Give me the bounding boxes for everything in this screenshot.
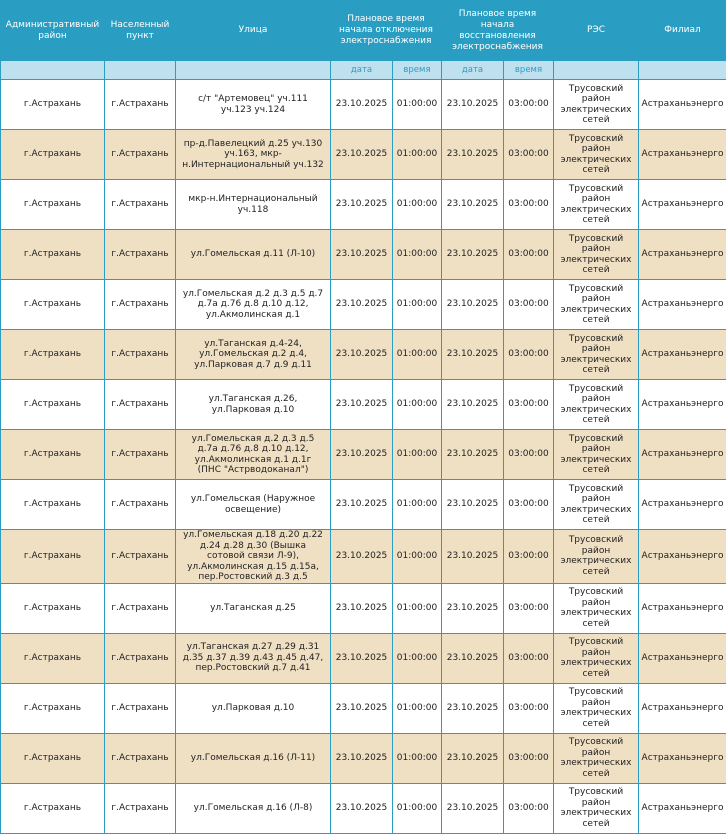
cell-street: ул.Таганская д.27 д.29 д.31 д.35 д.37 д.39 д.43 д.45 д.47, пер.Ростовский д.7 д.41 — [176, 633, 331, 683]
cell-on-date: 23.10.2025 — [442, 480, 504, 530]
cell-off-date: 23.10.2025 — [331, 783, 393, 833]
header-res: РЭС — [554, 1, 639, 61]
cell-off-date: 23.10.2025 — [331, 633, 393, 683]
cell-branch: Астраханьэнерго — [639, 733, 726, 783]
cell-district: г.Астрахань — [1, 130, 105, 180]
cell-on-time: 03:00:00 — [504, 280, 554, 330]
cell-off-date: 23.10.2025 — [331, 733, 393, 783]
cell-on-time: 03:00:00 — [504, 683, 554, 733]
cell-street: ул.Гомельская д.16 (Л-8) — [176, 783, 331, 833]
cell-street: ул.Таганская д.26, ул.Парковая д.10 — [176, 380, 331, 430]
header-restore-time: Плановое время начала восстановления электроснабжения — [442, 1, 554, 61]
cell-off-time: 01:00:00 — [393, 230, 442, 280]
table-row — [1, 530, 726, 584]
cell-res: Трусовский район электрических сетей — [554, 783, 639, 833]
cell-res: Трусовский район электрических сетей — [554, 230, 639, 280]
table-row — [1, 783, 726, 833]
cell-off-date: 23.10.2025 — [331, 330, 393, 380]
cell-res: Трусовский район электрических сетей — [554, 130, 639, 180]
cell-off-time: 01:00:00 — [393, 733, 442, 783]
cell-on-date: 23.10.2025 — [442, 330, 504, 380]
cell-on-date: 23.10.2025 — [442, 530, 504, 584]
cell-off-time: 01:00:00 — [393, 180, 442, 230]
subheader-empty — [639, 61, 726, 80]
header-off-time: Плановое время начала отключения электроснабжения — [331, 1, 442, 61]
cell-street: ул.Гомельская д.2 д.3 д.5 д.7а д.76 д.8 д.10 д.12, ул.Акмолинская д.1 д.1г (ПНС "Астрводоканал") — [176, 430, 331, 480]
cell-branch: Астраханьэнерго — [639, 180, 726, 230]
cell-on-time: 03:00:00 — [504, 130, 554, 180]
cell-street: мкр-н.Интернациональный уч.118 — [176, 180, 331, 230]
cell-street: с/т "Артемовец" уч.111 уч.123 уч.124 — [176, 80, 331, 130]
cell-settlement: г.Астрахань — [105, 683, 176, 733]
table-row — [1, 430, 726, 480]
cell-district: г.Астрахань — [1, 180, 105, 230]
cell-settlement: г.Астрахань — [105, 430, 176, 480]
cell-on-time: 03:00:00 — [504, 733, 554, 783]
cell-street: ул.Гомельская д.18 д.20 д.22 д.24 д.28 д.30 (Вышка сотовой связи Л-9), ул.Акмолинская д.15 д.15а, пер.Ростовский д.3 д.5 — [176, 530, 331, 584]
cell-district: г.Астрахань — [1, 280, 105, 330]
cell-on-date: 23.10.2025 — [442, 683, 504, 733]
cell-on-time: 03:00:00 — [504, 783, 554, 833]
table-row — [1, 230, 726, 280]
cell-district: г.Астрахань — [1, 480, 105, 530]
cell-settlement: г.Астрахань — [105, 783, 176, 833]
cell-district: г.Астрахань — [1, 530, 105, 584]
cell-settlement: г.Астрахань — [105, 180, 176, 230]
cell-on-time: 03:00:00 — [504, 530, 554, 584]
cell-branch: Астраханьэнерго — [639, 230, 726, 280]
table-row — [1, 683, 726, 733]
cell-off-time: 01:00:00 — [393, 530, 442, 584]
cell-res: Трусовский район электрических сетей — [554, 80, 639, 130]
cell-off-time: 01:00:00 — [393, 280, 442, 330]
subheader-on-time: время — [504, 61, 554, 80]
cell-district: г.Астрахань — [1, 430, 105, 480]
subheader-empty — [1, 61, 105, 80]
header-street: Улица — [176, 1, 331, 61]
cell-district: г.Астрахань — [1, 783, 105, 833]
cell-settlement: г.Астрахань — [105, 733, 176, 783]
cell-off-date: 23.10.2025 — [331, 583, 393, 633]
cell-off-date: 23.10.2025 — [331, 280, 393, 330]
cell-branch: Астраханьэнерго — [639, 80, 726, 130]
cell-res: Трусовский район электрических сетей — [554, 180, 639, 230]
cell-off-time: 01:00:00 — [393, 683, 442, 733]
cell-settlement: г.Астрахань — [105, 330, 176, 380]
table-row — [1, 180, 726, 230]
subheader-off-time: время — [393, 61, 442, 80]
cell-off-time: 01:00:00 — [393, 633, 442, 683]
cell-district: г.Астрахань — [1, 583, 105, 633]
cell-off-date: 23.10.2025 — [331, 130, 393, 180]
cell-res: Трусовский район электрических сетей — [554, 583, 639, 633]
cell-on-date: 23.10.2025 — [442, 583, 504, 633]
table-row — [1, 130, 726, 180]
cell-res: Трусовский район электрических сетей — [554, 633, 639, 683]
cell-off-date: 23.10.2025 — [331, 380, 393, 430]
cell-district: г.Астрахань — [1, 683, 105, 733]
table-row — [1, 330, 726, 380]
cell-res: Трусовский район электрических сетей — [554, 330, 639, 380]
table-row — [1, 583, 726, 633]
table-body — [1, 80, 726, 834]
cell-on-date: 23.10.2025 — [442, 230, 504, 280]
cell-on-time: 03:00:00 — [504, 230, 554, 280]
cell-district: г.Астрахань — [1, 633, 105, 683]
cell-branch: Астраханьэнерго — [639, 380, 726, 430]
cell-district: г.Астрахань — [1, 380, 105, 430]
cell-district: г.Астрахань — [1, 80, 105, 130]
cell-street: ул.Гомельская д.16 (Л-11) — [176, 733, 331, 783]
cell-res: Трусовский район электрических сетей — [554, 530, 639, 584]
cell-branch: Астраханьэнерго — [639, 683, 726, 733]
cell-settlement: г.Астрахань — [105, 380, 176, 430]
cell-res: Трусовский район электрических сетей — [554, 430, 639, 480]
subheader-empty — [105, 61, 176, 80]
cell-branch: Астраханьэнерго — [639, 430, 726, 480]
cell-branch: Астраханьэнерго — [639, 783, 726, 833]
cell-branch: Астраханьэнерго — [639, 130, 726, 180]
cell-branch: Астраханьэнерго — [639, 633, 726, 683]
cell-on-time: 03:00:00 — [504, 480, 554, 530]
cell-off-time: 01:00:00 — [393, 330, 442, 380]
cell-on-date: 23.10.2025 — [442, 280, 504, 330]
cell-on-date: 23.10.2025 — [442, 130, 504, 180]
cell-branch: Астраханьэнерго — [639, 583, 726, 633]
subheader-empty — [554, 61, 639, 80]
cell-on-time: 03:00:00 — [504, 633, 554, 683]
cell-off-date: 23.10.2025 — [331, 683, 393, 733]
cell-on-date: 23.10.2025 — [442, 380, 504, 430]
cell-off-date: 23.10.2025 — [331, 80, 393, 130]
cell-street: ул.Парковая д.10 — [176, 683, 331, 733]
table-row — [1, 80, 726, 130]
cell-res: Трусовский район электрических сетей — [554, 280, 639, 330]
cell-on-time: 03:00:00 — [504, 380, 554, 430]
cell-off-time: 01:00:00 — [393, 380, 442, 430]
cell-street: ул.Гомельская д.11 (Л-10) — [176, 230, 331, 280]
cell-off-time: 01:00:00 — [393, 583, 442, 633]
cell-res: Трусовский район электрических сетей — [554, 683, 639, 733]
cell-settlement: г.Астрахань — [105, 130, 176, 180]
cell-on-date: 23.10.2025 — [442, 733, 504, 783]
cell-on-date: 23.10.2025 — [442, 783, 504, 833]
cell-settlement: г.Астрахань — [105, 583, 176, 633]
cell-branch: Астраханьэнерго — [639, 280, 726, 330]
cell-on-date: 23.10.2025 — [442, 430, 504, 480]
cell-street: ул.Гомельская (Наружное освещение) — [176, 480, 331, 530]
cell-district: г.Астрахань — [1, 230, 105, 280]
cell-off-time: 01:00:00 — [393, 783, 442, 833]
table-row — [1, 280, 726, 330]
cell-off-date: 23.10.2025 — [331, 480, 393, 530]
cell-on-date: 23.10.2025 — [442, 80, 504, 130]
cell-settlement: г.Астрахань — [105, 530, 176, 584]
cell-on-time: 03:00:00 — [504, 430, 554, 480]
subheader-empty — [176, 61, 331, 80]
cell-on-time: 03:00:00 — [504, 330, 554, 380]
cell-street: ул.Таганская д.25 — [176, 583, 331, 633]
cell-on-date: 23.10.2025 — [442, 180, 504, 230]
cell-off-time: 01:00:00 — [393, 130, 442, 180]
header-branch: Филиал — [639, 1, 726, 61]
cell-street: ул.Гомельская д.2 д.3 д.5 д.7 д.7а д.76 д.8 д.10 д.12, ул.Акмолинская д.1 — [176, 280, 331, 330]
cell-settlement: г.Астрахань — [105, 280, 176, 330]
cell-street: ул.Таганская д.4-24, ул.Гомельская д.2 д.4, ул.Парковая д.7 д.9 д.11 — [176, 330, 331, 380]
cell-on-time: 03:00:00 — [504, 80, 554, 130]
cell-on-time: 03:00:00 — [504, 180, 554, 230]
cell-settlement: г.Астрахань — [105, 80, 176, 130]
cell-on-time: 03:00:00 — [504, 583, 554, 633]
subheader-on-date: дата — [442, 61, 504, 80]
cell-branch: Астраханьэнерго — [639, 530, 726, 584]
cell-off-date: 23.10.2025 — [331, 430, 393, 480]
cell-res: Трусовский район электрических сетей — [554, 380, 639, 430]
cell-branch: Астраханьэнерго — [639, 330, 726, 380]
cell-settlement: г.Астрахань — [105, 230, 176, 280]
table-header — [1, 1, 726, 80]
cell-settlement: г.Астрахань — [105, 480, 176, 530]
cell-off-time: 01:00:00 — [393, 480, 442, 530]
cell-off-time: 01:00:00 — [393, 430, 442, 480]
header-settlement: Населенный пункт — [105, 1, 176, 61]
cell-off-time: 01:00:00 — [393, 80, 442, 130]
cell-branch: Астраханьэнерго — [639, 480, 726, 530]
table-row — [1, 633, 726, 683]
subheader-off-date: дата — [331, 61, 393, 80]
cell-off-date: 23.10.2025 — [331, 230, 393, 280]
cell-res: Трусовский район электрических сетей — [554, 733, 639, 783]
cell-on-date: 23.10.2025 — [442, 633, 504, 683]
cell-off-date: 23.10.2025 — [331, 530, 393, 584]
header-district: Административный район — [1, 1, 105, 61]
cell-street: пр-д.Павелецкий д.25 уч.130 уч.163, мкр-н.Интернациональный уч.132 — [176, 130, 331, 180]
cell-district: г.Астрахань — [1, 330, 105, 380]
table-row — [1, 733, 726, 783]
table-row — [1, 380, 726, 430]
cell-off-date: 23.10.2025 — [331, 180, 393, 230]
table-row — [1, 480, 726, 530]
cell-district: г.Астрахань — [1, 733, 105, 783]
cell-res: Трусовский район электрических сетей — [554, 480, 639, 530]
cell-settlement: г.Астрахань — [105, 633, 176, 683]
